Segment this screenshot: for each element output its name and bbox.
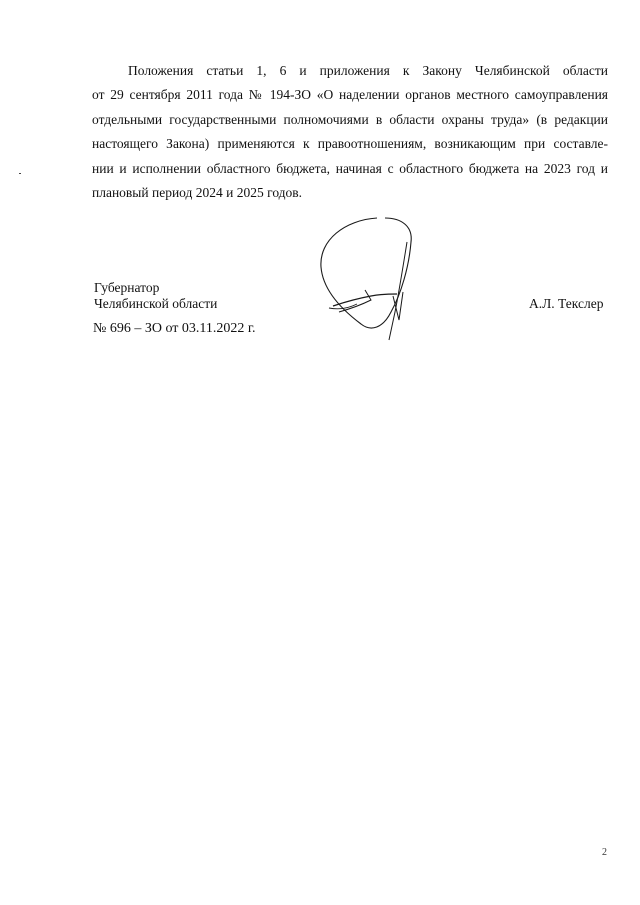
signatory-region: Челябинской области (94, 296, 218, 311)
signer-name: А.Л. Текслер (529, 296, 604, 311)
paragraph-line: настоящего Закона) применяются к правоотношениям, возникающим при составле- (92, 136, 608, 152)
paragraph-line: от 29 сентября 2011 года № 194-ЗО «О наделении органов местного самоуправления (92, 87, 608, 103)
body-paragraph (92, 59, 608, 205)
paragraph-line: нии и исполнении областного бюджета, начиная с областного бюджета на 2023 год и (92, 160, 608, 176)
paragraph-line: отдельными государственными полномочиями в области охраны труда» (в редакции (92, 111, 608, 127)
handwritten-signature (305, 212, 425, 342)
paragraph-line: плановый период 2024 и 2025 годов. (92, 184, 303, 200)
page-number: 2 (602, 847, 607, 858)
law-number: № 696 – ЗО от 03.11.2022 г. (93, 321, 256, 336)
signatory-title: Губернатор (94, 280, 160, 295)
margin-mark (19, 173, 21, 174)
paragraph-line: Положения статьи 1, 6 и приложения к Закону Челябинской области (128, 63, 608, 78)
